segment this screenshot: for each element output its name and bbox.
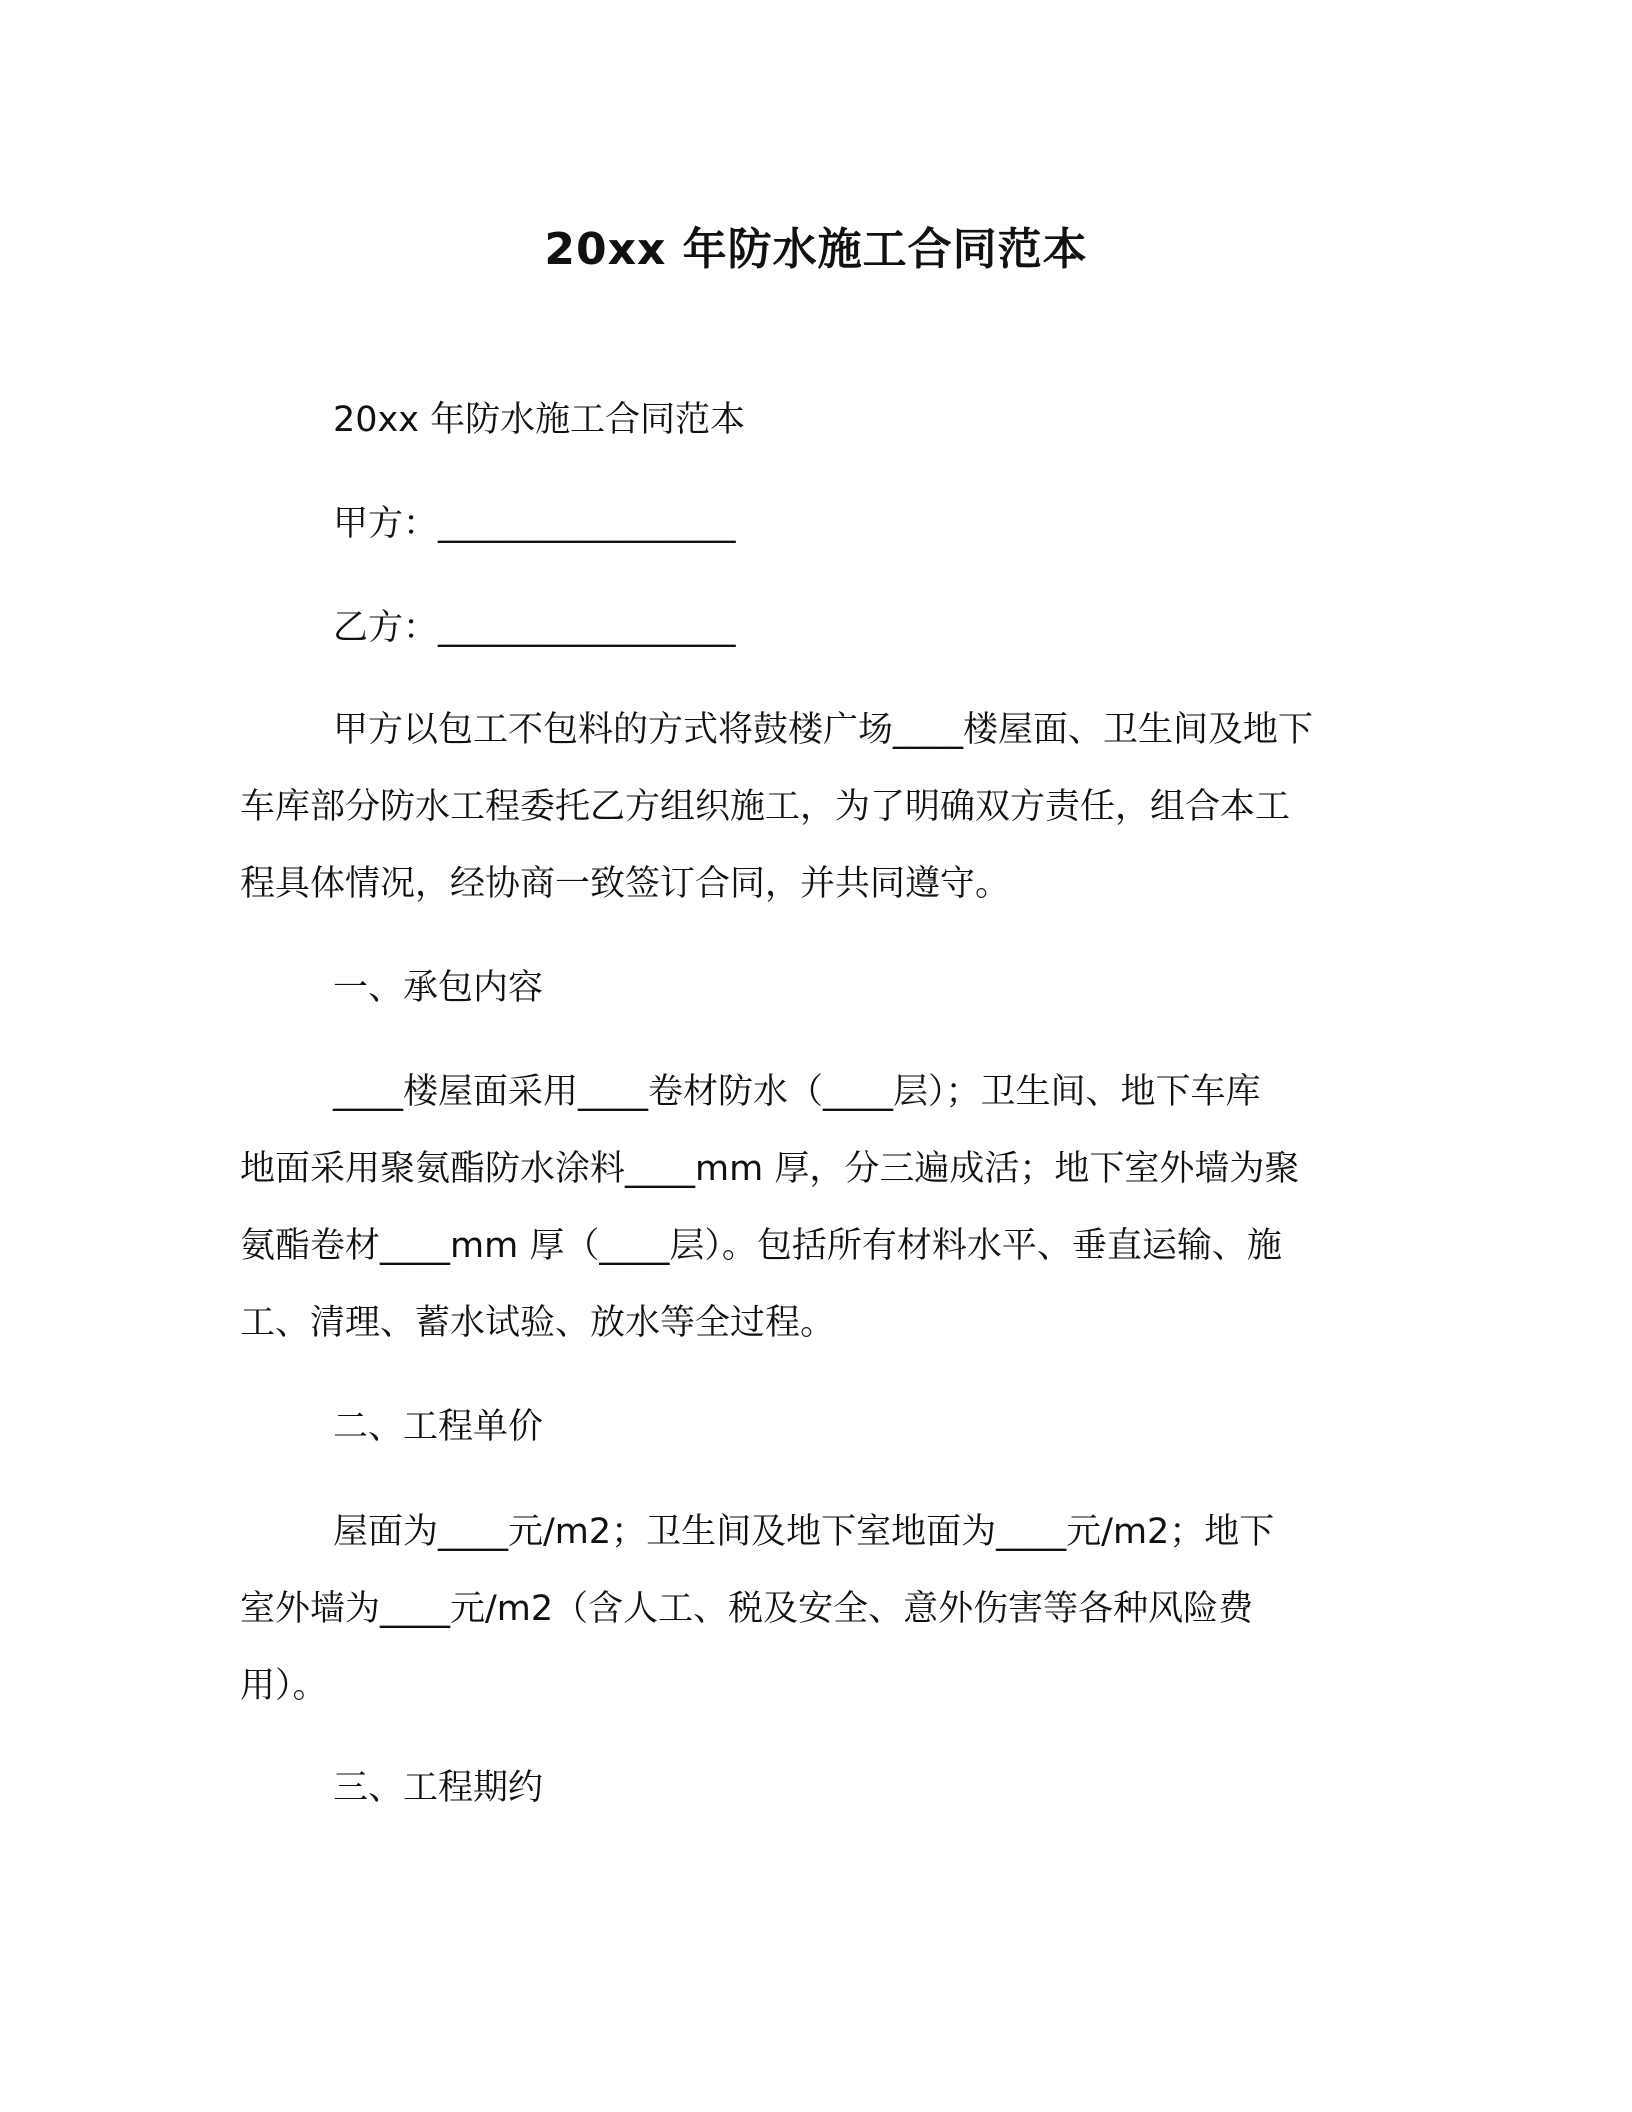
section-heading-2: 二、工程单价	[333, 1407, 544, 1447]
party-b-field: 乙方：_________________	[333, 608, 736, 648]
paragraph-line: ____楼屋面采用____卷材防水（____层）；卫生间、地下车库	[333, 1072, 1261, 1112]
section-1-paragraph	[240, 1054, 1400, 1362]
party-a-field: 甲方：_________________	[333, 504, 736, 544]
paragraph-line: 氨酯卷材____mm 厚（____层）。包括所有材料水平、垂直运输、施	[240, 1226, 1282, 1266]
paragraph-line: 室外墙为____元/m2（含人工、税及安全、意外伤害等各种风险费	[240, 1589, 1254, 1629]
paragraph-line: 工、清理、蓄水试验、放水等全过程。	[240, 1303, 836, 1343]
paragraph-line: 甲方以包工不包料的方式将鼓楼广场____楼屋面、卫生间及地下	[333, 710, 1314, 750]
paragraph-line: 车库部分防水工程委托乙方组织施工，为了明确双方责任，组合本工	[240, 787, 1291, 827]
intro-paragraph	[240, 692, 1400, 923]
subtitle: 20xx 年防水施工合同范本	[333, 400, 746, 440]
paragraph-line: 地面采用聚氨酯防水涂料____mm 厚，分三遍成活；地下室外墙为聚	[240, 1149, 1300, 1189]
paragraph-line: 程具体情况，经协商一致签订合同，并共同遵守。	[240, 864, 1011, 904]
paragraph-line: 用）。	[240, 1666, 328, 1706]
document-title: 20xx 年防水施工合同范本	[544, 224, 1088, 275]
section-heading-1: 一、承包内容	[333, 968, 544, 1008]
paragraph-line: 屋面为____元/m2；卫生间及地下室地面为____元/m2；地下	[333, 1512, 1275, 1552]
section-heading-3: 三、工程期约	[333, 1768, 544, 1808]
section-2-paragraph	[240, 1494, 1400, 1725]
